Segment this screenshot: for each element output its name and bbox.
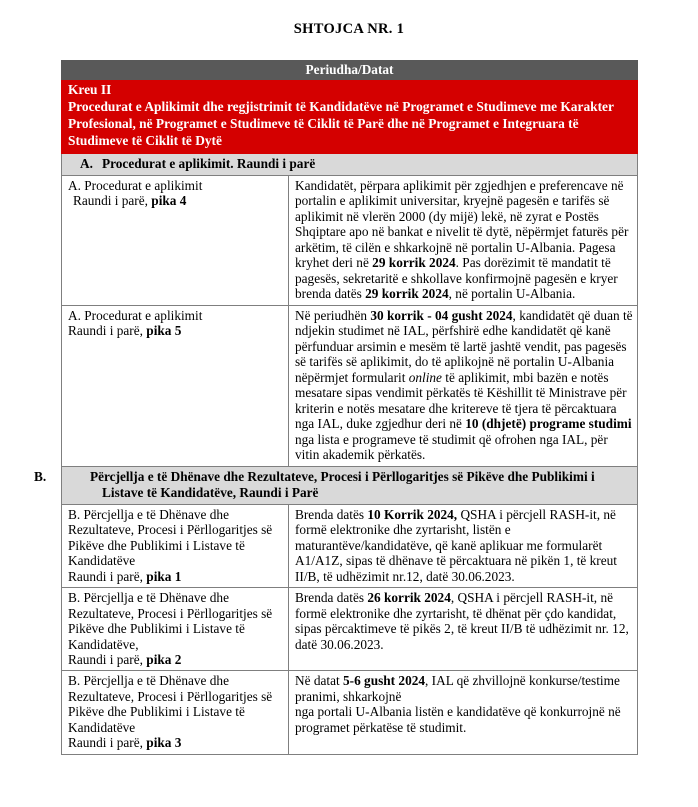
table-row [62, 305, 638, 466]
row-right-cell: Kandidatët, përpara aplikimit për zgjedhjen e preferencave në portalin e aplikimit universitar, kryejnë pagesën e tarifës së aplikimit në vlerën 2000 (dy mijë) lekë, në zyrat e Postës Shqiptare apo në bankat e nivelit të dytë, nëpërmjet faturës për arkëtim, të cilën e shkarkojnë në portalin U-Albania. Pagesa kryhet deri në 29 korrik 2024. Pas dorëzimit të mandatit të pagesës, sekretaritë e shkollave konfirmojnë pagesën e kryer brenda datës 29 korrik 2024, në portalin U-Albania. [289, 176, 638, 306]
page-title: SHTOJCA NR. 1 [293, 21, 405, 37]
table-row [62, 504, 638, 587]
row-left-cell [62, 588, 289, 671]
table-row [62, 588, 638, 671]
row-left-cell [62, 305, 289, 466]
section-b-letter: B. [34, 468, 47, 484]
row-left-line-1: B. Përcjellja e të Dhënave dhe Rezultateve, Procesi i Përllogaritjes së Pikëve dhe Publikimi i Listave të Kandidatëve, [68, 590, 273, 652]
row-left-point: pika 3 [146, 735, 182, 751]
table-header-row [62, 61, 638, 80]
row-left-round: Raundi i parë, [68, 651, 147, 667]
column-header-periudha-datat: Periudha/Datat [62, 61, 638, 80]
row-left-line-1: B. Përcjellja e të Dhënave dhe Rezultateve, Procesi i Përllogaritjes së Pikëve dhe Publikimi i Listave të Kandidatëve [68, 506, 273, 569]
section-a-letter: A. [80, 156, 93, 172]
row-left-round: Raundi i parë, [68, 323, 147, 339]
section-a-row [62, 154, 638, 176]
chapter-header-cell [62, 80, 638, 154]
row-left-round: Raundi i parë, [68, 735, 147, 751]
row-left-round: Raundi i parë, [73, 193, 152, 209]
row-left-line-1: A. Procedurat e aplikimit [68, 307, 203, 323]
row-right-cell: Brenda datës 10 Korrik 2024, QSHA i përcjell RASH-it, në formë elektronike dhe zyrtarisht, listën e maturantëve/kandidatëve, që kanë aplikuar me formularët A1/A1Z, sipas të dhënave të përcaktuara në pikën 1, të kreut II/B, të udhëzimit nr.12, datë 30.06.2023. [289, 504, 638, 587]
row-left-line-1: A. Procedurat e aplikimit [68, 178, 203, 193]
section-b-inner [34, 468, 631, 501]
row-right-cell: Në periudhën 30 korrik - 04 gusht 2024, kandidatët që duan të ndjekin studimet në IAL, përfshirë edhe kandidatët që kanë përfunduar arsimin e mesëm të lartë jashtë vendit, pas pagesës së tarifës së aplikimit, do të aplikojnë në portalin U-Albania nëpërmjet formularit online të aplikimit, mbi bazën e notës mesatare sipas vendimit përkatës të Këshillit të Ministrave për kriterin e notës mesatare dhe kritereve të tjera të përcaktuara nga IAL, duke zgjedhur deri në 10 (dhjetë) programe studimi nga lista e programeve të studimit që ofrohen nga IAL, për vitin akademik përkatës. [289, 305, 638, 466]
row-left-point: pika 1 [146, 568, 182, 584]
row-left-line-2 [68, 193, 284, 208]
row-left-point: pika 4 [151, 193, 187, 209]
row-right-cell: Brenda datës 26 korrik 2024, QSHA i përcjell RASH-it, në formë elektronike dhe zyrtarisht, të dhënat për çdo kandidat, sipas përcaktimeve të pikës 2, të kreut II/B të udhëzimit nr. 12, datë 30.06.2023. [289, 588, 638, 671]
row-left-line-2 [68, 735, 181, 750]
table-row [62, 176, 638, 306]
section-b-label: Përcjellja e të Dhënave dhe Rezultateve, Procesi i Përllogaritjes së Pikëve dhe Publikimi i Listave të Kandidatëve, Raundi i Parë [90, 468, 595, 500]
table-row [62, 671, 638, 754]
chapter-line-2: Procedurat e Aplikimit dhe regjistrimit të Kandidatëve në Programet e Studimeve me Karakter Profesional, në Programet e Studimeve të Ciklit të Parë dhe në Programet e Integruara të Studimeve të Ciklit të Dytë [68, 99, 614, 149]
row-left-line-2 [68, 569, 181, 584]
schedule-table [34, 60, 638, 755]
row-left-point: pika 2 [146, 651, 182, 667]
row-left-line-1: B. Përcjellja e të Dhënave dhe Rezultateve, Procesi i Përllogaritjes së Pikëve dhe Publikimi i Listave të Kandidatëve [68, 673, 273, 735]
row-left-cell [62, 671, 289, 754]
table-body [34, 61, 638, 755]
section-b-row [62, 466, 638, 504]
row-left-line-2 [68, 323, 181, 338]
row-left-line-2 [68, 652, 181, 667]
section-a-label: Procedurat e aplikimit. Raundi i parë [102, 156, 316, 172]
section-a-inner [68, 156, 631, 172]
row-left-cell [62, 504, 289, 587]
section-a-cell [62, 154, 638, 176]
row-right-cell: Në datat 5-6 gusht 2024, IAL që zhvillojnë konkurse/testime pranimi, shkarkojnë nga portali U-Albania listën e kandidatëve që konkurrojnë në programet përkatëse të studimit. [289, 671, 638, 754]
chapter-line-1: Kreu II [68, 82, 112, 98]
chapter-header-row [62, 80, 638, 154]
row-left-round: Raundi i parë, [68, 568, 147, 584]
row-left-cell [62, 176, 289, 306]
section-b-cell [34, 466, 638, 504]
row-left-point: pika 5 [146, 323, 182, 339]
